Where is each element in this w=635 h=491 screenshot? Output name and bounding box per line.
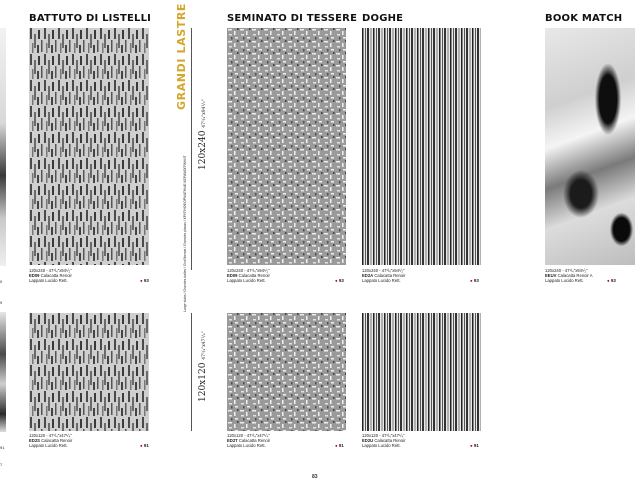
- product-caption: [362, 268, 481, 284]
- left-edge-number: 0: [0, 279, 3, 284]
- left-edge-number: 9: [0, 300, 3, 305]
- left-edge-image-top: [0, 28, 6, 266]
- left-edge-number: 7: [0, 462, 3, 467]
- section-heading-seminato: SEMINATO DI TESSERE: [227, 13, 358, 24]
- product-name: Calacatta Renoir A: [557, 273, 593, 279]
- product-code: ED2A: [362, 273, 374, 279]
- product-caption: [227, 433, 346, 449]
- divider-line: [191, 313, 192, 431]
- price-group: ● 91: [470, 443, 479, 448]
- product-size: 120x120 - 47¹/₄"x47¹/₄": [227, 433, 270, 438]
- product-name: Calacatta Renoir: [374, 438, 406, 444]
- product-code: ED09: [29, 273, 40, 279]
- product-name: Calacatta Renoir: [40, 273, 72, 279]
- price-group: ● 91: [335, 443, 344, 448]
- product-caption: [362, 433, 481, 449]
- product-finish: Lappato Lucido Rett.: [545, 278, 584, 284]
- price-group: ● 93: [140, 278, 149, 283]
- section-heading-battuto: BATTUTO DI LISTELLI: [29, 13, 152, 24]
- tile-image-seminato-small: [227, 313, 346, 431]
- tile-image-battuto-small: [29, 313, 149, 431]
- tile-image-book-match-large: [545, 28, 635, 265]
- price-group: ● 91: [140, 443, 149, 448]
- tile-image-seminato-large: [227, 28, 346, 265]
- product-name: Calacatta Renoir: [374, 273, 406, 279]
- product-finish: Lappato Lucido Rett.: [29, 278, 68, 284]
- tile-image-doghe-large: [362, 28, 481, 265]
- large-slabs-languages: Large slabs / Grandes dalles / Großformat / Grandes placas / КРУПНОФОРМАТНЫЕ КЕРАМОГРАНИТ: [183, 155, 187, 312]
- product-code: ED2U: [362, 438, 374, 444]
- product-code: ED2T: [227, 438, 238, 444]
- product-caption: [29, 433, 149, 449]
- product-finish: Lappato Lucido Rett.: [227, 278, 266, 284]
- left-edge-number: 91: [0, 445, 5, 450]
- product-size: 120x120 - 47¹/₄"x47¹/₄": [29, 433, 72, 438]
- product-code: ED09: [227, 273, 238, 279]
- tile-image-doghe-small: [362, 313, 481, 431]
- price-group: ● 93: [607, 278, 616, 283]
- product-code: ED2S: [29, 438, 40, 444]
- price-group: ● 93: [335, 278, 344, 283]
- product-finish: Lappato Lucido Rett.: [362, 443, 401, 449]
- product-size: 120x240 - 47¹/₄"x94¹/₂": [29, 268, 72, 273]
- grandi-lastre-title: GRANDI LASTRE: [175, 2, 188, 110]
- page-number: 83: [312, 474, 318, 480]
- product-name: Calacatta Renoir: [238, 273, 270, 279]
- size-label-small: 120x120 47¹/₄"x47¹/₄": [198, 331, 208, 402]
- product-finish: Lappato Lucido Rett.: [362, 278, 401, 284]
- product-finish: Lappato Lucido Rett.: [29, 443, 68, 449]
- divider-line: [191, 28, 192, 270]
- size-label-large: 120x240 47¹/₄"x94¹/₂": [198, 99, 208, 170]
- product-size: 120x120 - 47¹/₄"x47¹/₄": [362, 433, 405, 438]
- product-caption: [29, 268, 149, 284]
- product-caption: [227, 268, 346, 284]
- price-group: ● 93: [470, 278, 479, 283]
- product-caption: [545, 268, 633, 284]
- product-name: Calacatta Renoir: [41, 438, 73, 444]
- product-code: EEUV: [545, 273, 557, 279]
- product-size: 120x240 - 47¹/₄"x94¹/₂": [545, 268, 588, 273]
- product-size: 120x240 - 47¹/₄"x94¹/₂": [227, 268, 270, 273]
- section-heading-doghe: DOGHE: [362, 13, 404, 24]
- product-finish: Lappato Lucido Rett.: [227, 443, 266, 449]
- tile-image-battuto-large: [29, 28, 149, 265]
- section-heading-book-match: BOOK MATCH: [545, 13, 623, 24]
- left-edge-image-bottom: [0, 312, 6, 432]
- product-name: Calacatta Renoir: [238, 438, 271, 444]
- product-size: 120x240 - 47¹/₄"x94¹/₂": [362, 268, 405, 273]
